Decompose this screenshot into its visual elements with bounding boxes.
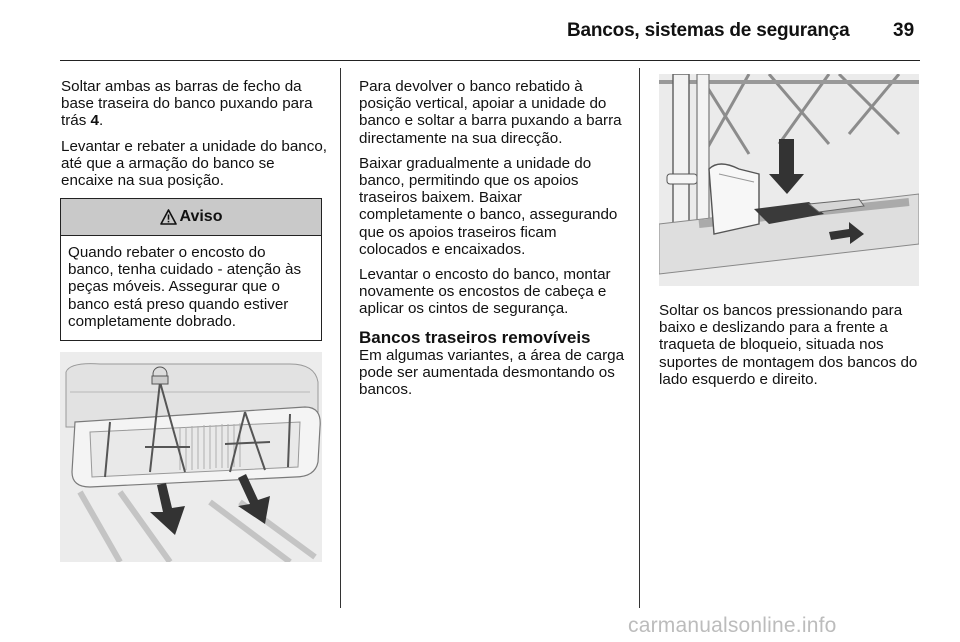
column-divider-1	[340, 68, 341, 608]
paragraph: Em algumas variantes, a área de carga pode ser aumentada desmontando os bancos.	[359, 346, 625, 399]
column-1	[61, 78, 327, 197]
page-title: Bancos, sistemas de segurança	[567, 20, 850, 41]
warning-triangle-icon	[160, 209, 177, 225]
seat-latch-illustration	[659, 74, 919, 286]
warning-text: Quando rebater o encosto do banco, tenha cuidado - atenção às peças móveis. Assegurar que o banco está preso quando estiver completamente dobrado.	[68, 244, 302, 330]
warning-header	[61, 199, 321, 236]
paragraph	[61, 78, 327, 130]
watermark[interactable]: carmanualsonline.info	[628, 614, 837, 637]
warning-title: Aviso	[179, 208, 223, 225]
seat-folding-drawing	[60, 352, 322, 562]
paragraph-text: Soltar ambas as barras de fecho da base traseira do banco puxando para trás	[61, 78, 313, 130]
paragraph: Baixar gradualmente a unidade do banco, permitindo que os apoios traseiros baixem. Baixar completamente o banco, assegurando que os apoios traseiros ficam colocados e encaixados.	[359, 154, 618, 258]
page-reference[interactable]: 4	[90, 112, 99, 130]
column-divider-2	[639, 68, 640, 608]
paragraph: Levantar o encosto do banco, montar novamente os encostos de cabeça e aplicar os cintos de segurança.	[359, 266, 611, 318]
paragraph: Levantar e rebater a unidade do banco, até que a armação do banco se encaixe na sua posição.	[61, 137, 327, 190]
paragraph-text: .	[99, 112, 104, 130]
header-divider	[60, 60, 920, 61]
seat-folding-illustration	[60, 352, 322, 562]
column-2	[359, 78, 627, 406]
paragraph: Para devolver o banco rebatido à posição vertical, apoiar a unidade do banco e soltar a barra puxando a barra directamente na sua direcção.	[359, 78, 622, 147]
seat-latch-drawing	[659, 74, 919, 286]
section-heading: Bancos traseiros removíveis	[359, 327, 591, 347]
warning-box	[60, 198, 322, 341]
page-number: 39	[893, 20, 915, 41]
column-3	[659, 302, 921, 396]
figure-caption: Soltar os bancos pressionando para baixo e deslizando para a frente a traqueta de bloqueio, situada nos suportes de montagem dos bancos do lado esquerdo e direito.	[659, 302, 918, 388]
